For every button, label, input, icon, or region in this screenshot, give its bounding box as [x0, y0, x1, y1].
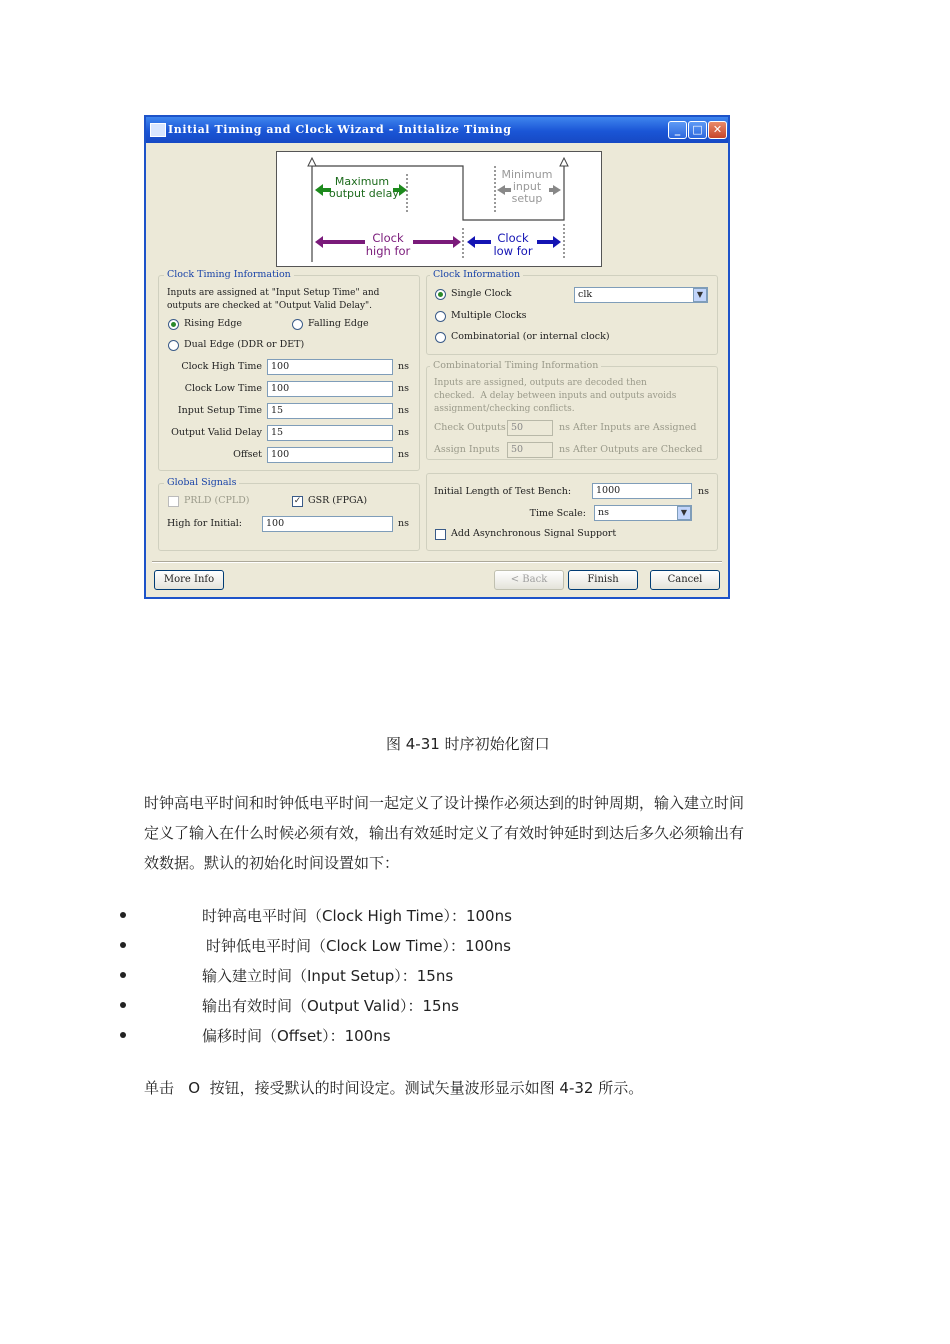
prld-label: PRLD (CPLD): [184, 495, 250, 506]
back-button[interactable]: < Back: [494, 570, 564, 590]
paragraph-line: 定义了输入在什么时候必须有效，输出有效延时定义了有效时钟延时到达后多久必须输出有: [144, 824, 745, 842]
offset-unit: ns: [398, 449, 409, 460]
combinatorial-label: Combinatorial (or internal clock): [451, 331, 610, 342]
clock-high-time-label: Clock High Time: [181, 361, 262, 372]
clock-timing-description: Inputs are assigned at "Input Setup Time" and outputs are checked at "Output Valid Delay".: [167, 288, 380, 311]
maximize-icon[interactable]: □: [688, 121, 707, 139]
figure-caption: 图 4-31 时序初始化窗口: [386, 735, 550, 753]
output-valid-delay-label: Output Valid Delay: [171, 427, 262, 438]
clock-low-time-label: Clock Low Time: [184, 383, 262, 394]
clock-info-legend: Clock Information: [430, 269, 523, 280]
bullet-icon: [120, 942, 126, 948]
dual-edge-radio[interactable]: [168, 340, 179, 351]
bullet-icon: [120, 972, 126, 978]
gsr-checkbox[interactable]: ✓: [293, 496, 302, 506]
offset-label: Offset: [233, 449, 262, 460]
min-input-setup-label: Minimum input setup: [501, 168, 553, 205]
more-info-button[interactable]: More Info: [154, 570, 224, 590]
testbench-length-label: Initial Length of Test Bench:: [434, 486, 572, 497]
bullet-icon: [120, 1002, 126, 1008]
timing-wizard-dialog: [144, 115, 730, 599]
clock-high-time-input[interactable]: 100: [267, 359, 393, 375]
prld-checkbox[interactable]: [168, 496, 179, 507]
timing-diagram: [276, 151, 602, 267]
max-output-delay-label: Maximum output delay: [329, 175, 399, 200]
dialog-title: Initial Timing and Clock Wizard - Initialize Timing: [168, 123, 512, 136]
check-outputs-input[interactable]: 50: [507, 420, 553, 436]
assign-inputs-input[interactable]: 50: [507, 442, 553, 458]
rising-edge-radio[interactable]: [168, 319, 179, 330]
clock-low-label: Clock low for: [493, 231, 533, 258]
clock-high-label: Clock high for: [365, 231, 411, 258]
input-setup-time-input[interactable]: 15: [267, 403, 393, 419]
list-item: 时钟高电平时间（Clock High Time）：100ns: [202, 907, 512, 925]
time-scale-select[interactable]: ns: [594, 505, 692, 521]
high-for-initial-label: High for Initial:: [167, 518, 243, 529]
list-item: 时钟低电平时间（Clock Low Time）：100ns: [206, 937, 511, 955]
finish-button[interactable]: Finish: [568, 570, 638, 590]
clock-timing-legend: Clock Timing Information: [164, 269, 294, 280]
dual-edge-label: Dual Edge (DDR or DET): [184, 339, 305, 350]
assign-inputs-suffix: ns After Outputs are Checked: [559, 444, 703, 455]
multiple-clocks-radio[interactable]: [435, 311, 446, 322]
single-clock-label: Single Clock: [451, 288, 512, 299]
chevron-down-icon[interactable]: ▼: [693, 288, 707, 302]
gsr-label: GSR (FPGA): [308, 495, 368, 506]
single-clock-radio[interactable]: [435, 289, 446, 300]
testbench-length-unit: ns: [698, 486, 709, 497]
input-setup-time-label: Input Setup Time: [177, 405, 262, 416]
bullet-icon: [120, 912, 126, 918]
falling-edge-label: Falling Edge: [308, 318, 369, 329]
close-icon[interactable]: ✕: [708, 121, 727, 139]
clock-low-time-unit: ns: [398, 383, 409, 394]
final-paragraph: 单击 O 按钮，接受默认的时间设定。测试矢量波形显示如图 4-32 所示。: [144, 1079, 644, 1097]
combinatorial-radio[interactable]: [435, 332, 446, 343]
output-valid-delay-unit: ns: [398, 427, 409, 438]
falling-edge-radio[interactable]: [292, 319, 303, 330]
paragraph-line: 效数据。默认的初始化时间设置如下：: [144, 854, 400, 872]
minimize-icon[interactable]: _: [668, 121, 687, 139]
app-icon: [150, 123, 166, 137]
clock-high-time-unit: ns: [398, 361, 409, 372]
bullet-icon: [120, 1032, 126, 1038]
high-for-initial-input[interactable]: 100: [262, 516, 393, 532]
async-signal-label: Add Asynchronous Signal Support: [451, 528, 617, 539]
testbench-length-input[interactable]: 1000: [592, 483, 692, 499]
list-item: 输出有效时间（Output Valid）：15ns: [202, 997, 459, 1015]
title-bar[interactable]: [146, 117, 728, 143]
high-for-initial-unit: ns: [398, 518, 409, 529]
combinatorial-description: Inputs are assigned, outputs are decoded then checked. A delay between inputs and outputs avoids assignment/checking conflicts.: [434, 378, 677, 414]
offset-input[interactable]: 100: [267, 447, 393, 463]
list-item: 偏移时间（Offset）：100ns: [202, 1027, 391, 1045]
button-separator: [152, 561, 722, 563]
combinatorial-timing-legend: Combinatorial Timing Information: [430, 360, 601, 371]
list-item: 输入建立时间（Input Setup）：15ns: [202, 967, 454, 985]
rising-edge-label: Rising Edge: [184, 318, 243, 329]
multiple-clocks-label: Multiple Clocks: [451, 310, 527, 321]
cancel-button[interactable]: Cancel: [650, 570, 720, 590]
paragraph-line: 时钟高电平时间和时钟低电平时间一起定义了设计操作必须达到的时钟周期，输入建立时间: [144, 794, 745, 812]
time-scale-label: Time Scale:: [529, 508, 586, 519]
output-valid-delay-input[interactable]: 15: [267, 425, 393, 441]
chevron-down-icon[interactable]: ▼: [677, 506, 691, 520]
global-signals-legend: Global Signals: [164, 477, 239, 488]
clock-select[interactable]: clk: [574, 287, 708, 303]
input-setup-time-unit: ns: [398, 405, 409, 416]
clock-low-time-input[interactable]: 100: [267, 381, 393, 397]
async-signal-checkbox[interactable]: [435, 529, 446, 540]
assign-inputs-label: Assign Inputs: [434, 444, 500, 455]
check-outputs-label: Check Outputs: [434, 422, 506, 433]
check-outputs-suffix: ns After Inputs are Assigned: [559, 422, 697, 433]
